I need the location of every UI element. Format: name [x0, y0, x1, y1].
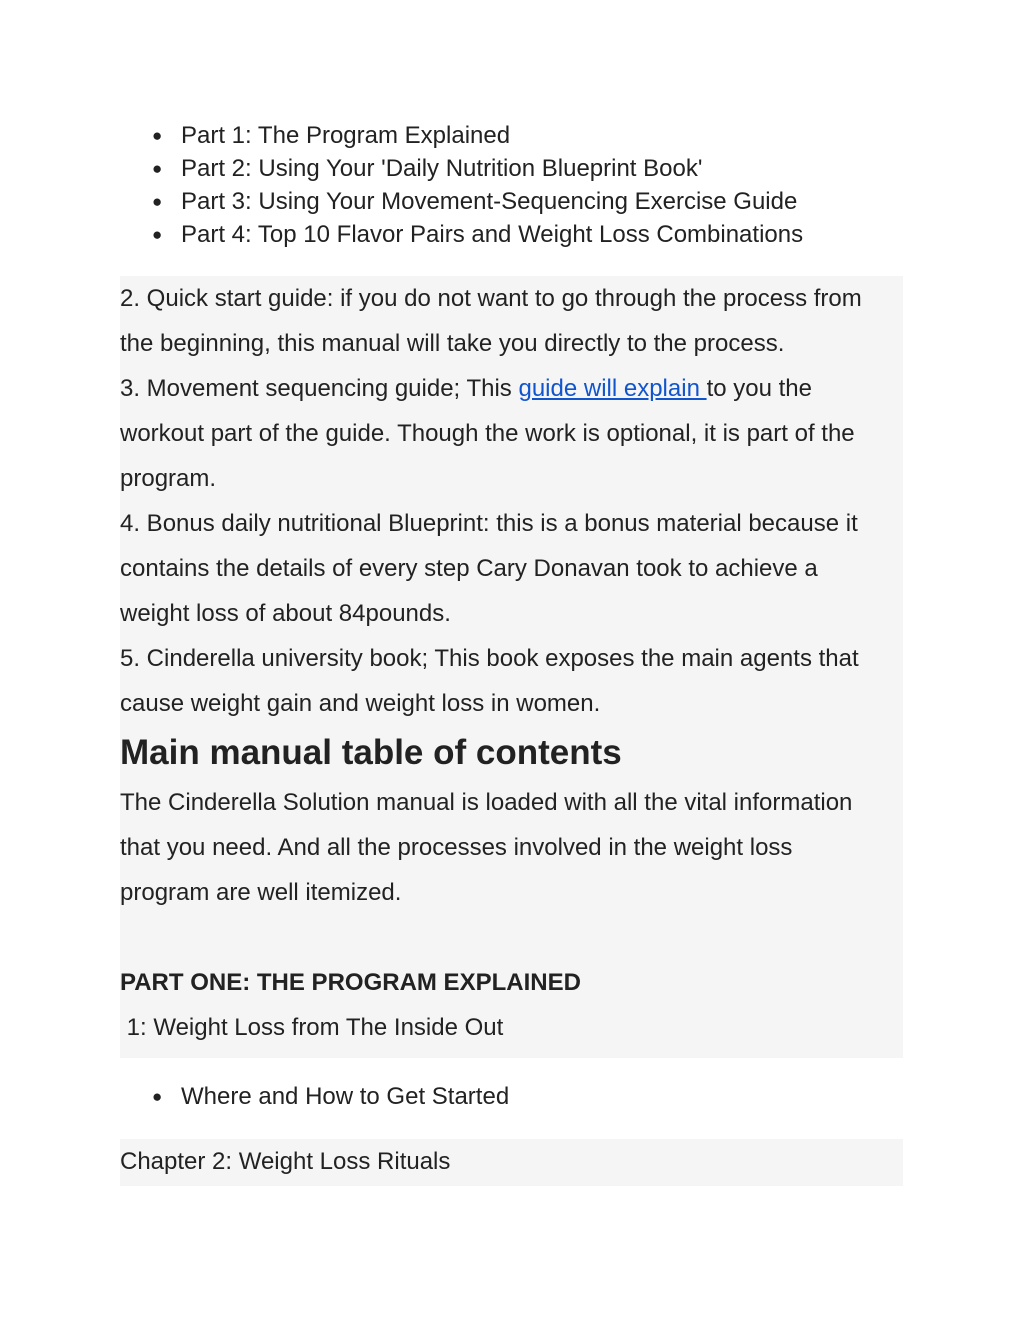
- quick-start-line-2: the beginning, this manual will take you directly to the process.: [120, 330, 785, 357]
- bullet-icon: ●: [152, 192, 163, 211]
- quick-start-line-1: 2. Quick start guide: if you do not want to go through the process from: [120, 285, 862, 312]
- bonus-blueprint-line-3: weight loss of about 84pounds.: [120, 600, 451, 627]
- toc-intro-line-1: The Cinderella Solution manual is loaded with all the vital information: [120, 789, 853, 816]
- parts-bullet-list: [0, 119, 803, 251]
- movement-guide-line-2: workout part of the guide. Though the work is optional, it is part of the: [120, 420, 855, 447]
- chapter-1-bullet-list: [0, 1080, 509, 1113]
- chapter-1-title: 1: Weight Loss from The Inside Out: [120, 1014, 504, 1041]
- toc-intro-line-2: that you need. And all the processes involved in the weight loss: [120, 834, 793, 861]
- movement-guide-line-3: program.: [120, 465, 217, 492]
- list-item: ● Part 4: Top 10 Flavor Pairs and Weight Loss Combinations: [0, 218, 803, 251]
- chapter-2-title: Chapter 2: Weight Loss Rituals: [120, 1148, 451, 1175]
- highlighted-content-block: [120, 276, 903, 1058]
- movement-guide-line-1: 3. Movement sequencing guide; This guide will explain to you the: [120, 375, 812, 402]
- bullet-icon: ●: [152, 126, 163, 145]
- list-item: ● Part 2: Using Your 'Daily Nutrition Blueprint Book': [0, 152, 803, 185]
- bullet-icon: ●: [152, 225, 163, 244]
- list-item: ● Where and How to Get Started: [0, 1080, 509, 1113]
- toc-heading: Main manual table of contents: [120, 733, 622, 772]
- chapter-2-block: [120, 1139, 903, 1186]
- list-item: ● Part 3: Using Your Movement-Sequencing Exercise Guide: [0, 185, 803, 218]
- toc-intro-line-3: program are well itemized.: [120, 879, 402, 906]
- cinderella-book-line-2: cause weight gain and weight loss in women.: [120, 690, 601, 717]
- part-one-heading: PART ONE: THE PROGRAM EXPLAINED: [120, 969, 581, 996]
- guide-explain-link[interactable]: guide will explain: [518, 375, 707, 402]
- list-item: ● Part 1: The Program Explained: [0, 119, 803, 152]
- bonus-blueprint-line-2: contains the details of every step Cary Donavan took to achieve a: [120, 555, 818, 582]
- bonus-blueprint-line-1: 4. Bonus daily nutritional Blueprint: this is a bonus material because it: [120, 510, 858, 537]
- cinderella-book-line-1: 5. Cinderella university book; This book exposes the main agents that: [120, 645, 859, 672]
- bullet-icon: ●: [152, 159, 163, 178]
- blank-line: [120, 915, 903, 960]
- bullet-icon: ●: [152, 1087, 163, 1106]
